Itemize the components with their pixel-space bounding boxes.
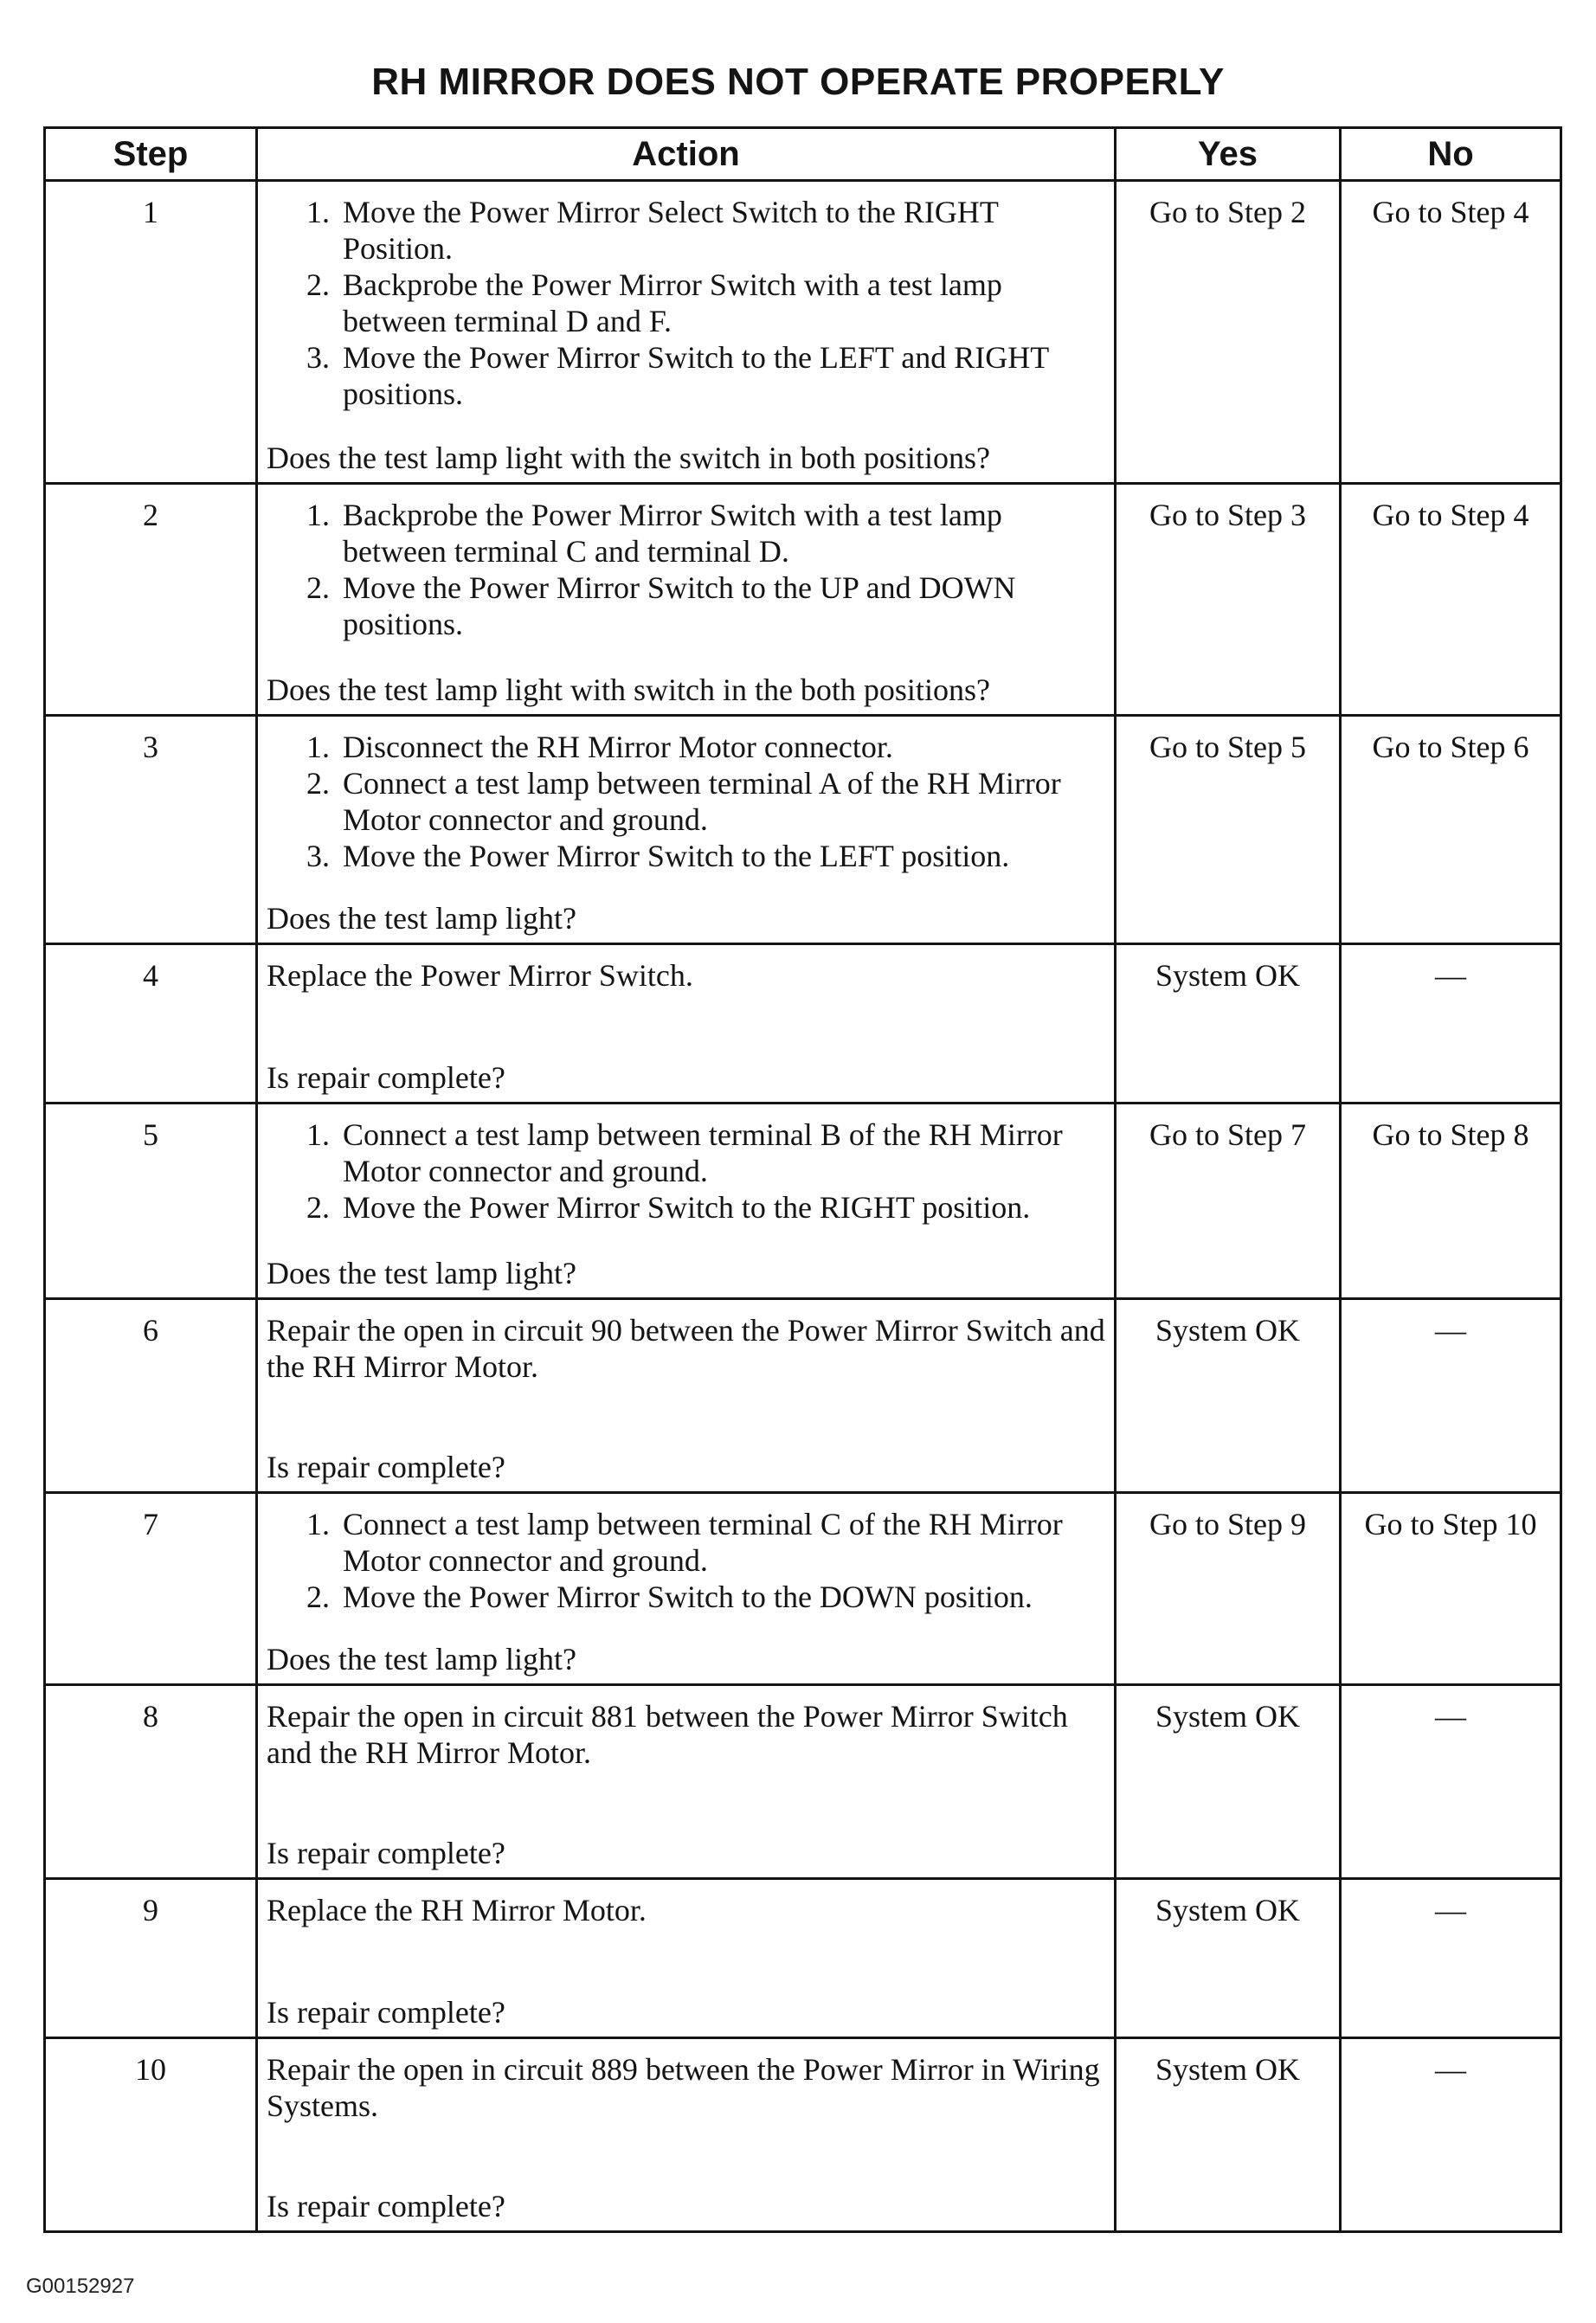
substep-item: 3. Move the Power Mirror Switch to the LEFT and RIGHT positions. — [338, 339, 1107, 412]
substep-item: 1. Connect a test lamp between terminal B of the RH Mirror Motor connector and ground. — [338, 1116, 1107, 1189]
figure-code: G00152927 — [26, 2275, 135, 2298]
table-row — [45, 1104, 1561, 1299]
no-result: Go to Step 4 — [1341, 181, 1561, 484]
action-content — [267, 2051, 1107, 2224]
no-result: Go to Step 4 — [1341, 484, 1561, 716]
action-content — [267, 1312, 1107, 1485]
action-cell — [257, 2038, 1116, 2232]
action-cell — [257, 1879, 1116, 2038]
step-number: 6 — [45, 1299, 257, 1493]
action-question: Does the test lamp light with the switch in both positions? — [267, 441, 990, 475]
yes-result: System OK — [1116, 1685, 1341, 1879]
no-result: — — [1341, 1685, 1561, 1879]
action-question: Does the test lamp light? — [267, 1256, 576, 1290]
table-row — [45, 1299, 1561, 1493]
action-text: Repair the open in circuit 889 between the Power Mirror in Wiring Systems. — [267, 2052, 1100, 2123]
step-number: 9 — [45, 1879, 257, 2038]
yes-result: System OK — [1116, 1299, 1341, 1493]
substep-list — [267, 194, 1107, 412]
yes-result: Go to Step 7 — [1116, 1104, 1341, 1299]
step-number: 2 — [45, 484, 257, 716]
table-row — [45, 1685, 1561, 1879]
action-instructions — [267, 1116, 1107, 1226]
table-header-row — [45, 128, 1561, 181]
step-number: 1 — [45, 181, 257, 484]
action-content — [267, 729, 1107, 936]
action-text: Replace the Power Mirror Switch. — [267, 958, 693, 993]
yes-result: System OK — [1116, 2038, 1341, 2232]
substep-item: 2. Move the Power Mirror Switch to the RIGHT position. — [338, 1189, 1107, 1226]
yes-result: Go to Step 5 — [1116, 716, 1341, 944]
action-instructions — [267, 194, 1107, 412]
action-content — [267, 1698, 1107, 1871]
no-result: — — [1341, 1879, 1561, 2038]
table-row — [45, 716, 1561, 944]
table-row — [45, 1879, 1561, 2038]
action-text: Repair the open in circuit 881 between the Power Mirror Switch and the RH Mirror Motor. — [267, 1699, 1068, 1770]
header-yes: Yes — [1116, 128, 1341, 181]
action-question: Does the test lamp light with switch in the both positions? — [267, 672, 990, 707]
substep-item: 3. Move the Power Mirror Switch to the LEFT position. — [338, 838, 1107, 874]
step-number: 5 — [45, 1104, 257, 1299]
action-instructions — [267, 1312, 1107, 1385]
action-question: Is repair complete? — [267, 1450, 505, 1484]
step-number: 8 — [45, 1685, 257, 1879]
substep-item: 1. Move the Power Mirror Select Switch to the RIGHT Position. — [338, 194, 1107, 267]
action-cell — [257, 1104, 1116, 1299]
table-row — [45, 1493, 1561, 1685]
action-question: Is repair complete? — [267, 2189, 505, 2223]
substep-item: 2. Connect a test lamp between terminal A of the RH Mirror Motor connector and ground. — [338, 765, 1107, 838]
substep-list — [267, 1116, 1107, 1226]
table-row — [45, 484, 1561, 716]
action-cell — [257, 944, 1116, 1104]
action-text: Replace the RH Mirror Motor. — [267, 1893, 647, 1927]
action-instructions — [267, 957, 1107, 994]
action-content — [267, 1116, 1107, 1291]
no-result: — — [1341, 2038, 1561, 2232]
action-content — [267, 1892, 1107, 2030]
action-cell — [257, 484, 1116, 716]
table-row — [45, 944, 1561, 1104]
action-cell — [257, 1493, 1116, 1685]
header-step: Step — [45, 128, 257, 181]
action-content — [267, 497, 1107, 708]
yes-result: System OK — [1116, 944, 1341, 1104]
no-result: — — [1341, 1299, 1561, 1493]
action-text: Repair the open in circuit 90 between the Power Mirror Switch and the RH Mirror Motor. — [267, 1313, 1105, 1384]
substep-list — [267, 497, 1107, 642]
no-result: Go to Step 6 — [1341, 716, 1561, 944]
yes-result: Go to Step 9 — [1116, 1493, 1341, 1685]
action-question: Is repair complete? — [267, 1995, 505, 2030]
step-number: 3 — [45, 716, 257, 944]
action-instructions — [267, 2051, 1107, 2124]
action-instructions — [267, 1892, 1107, 1928]
action-instructions — [267, 1698, 1107, 1771]
yes-result: Go to Step 2 — [1116, 181, 1341, 484]
action-instructions — [267, 1506, 1107, 1615]
action-cell — [257, 716, 1116, 944]
no-result: — — [1341, 944, 1561, 1104]
action-content — [267, 194, 1107, 476]
header-action: Action — [257, 128, 1116, 181]
table-body — [45, 181, 1561, 2232]
action-content — [267, 1506, 1107, 1677]
substep-item: 2. Move the Power Mirror Switch to the UP and DOWN positions. — [338, 569, 1107, 642]
action-cell — [257, 181, 1116, 484]
substep-item: 1. Backprobe the Power Mirror Switch with a test lamp between terminal C and terminal D. — [338, 497, 1107, 569]
table-row — [45, 181, 1561, 484]
step-number: 4 — [45, 944, 257, 1104]
substep-item: 1. Disconnect the RH Mirror Motor connector. — [338, 729, 1107, 765]
action-cell — [257, 1299, 1116, 1493]
page-title: RH MIRROR DOES NOT OPERATE PROPERLY — [371, 61, 1225, 103]
substep-item: 2. Backprobe the Power Mirror Switch with a test lamp between terminal D and F. — [338, 267, 1107, 339]
substep-list — [267, 1506, 1107, 1615]
action-instructions — [267, 497, 1107, 642]
no-result: Go to Step 8 — [1341, 1104, 1561, 1299]
no-result: Go to Step 10 — [1341, 1493, 1561, 1685]
substep-item: 2. Move the Power Mirror Switch to the DOWN position. — [338, 1579, 1107, 1615]
action-question: Is repair complete? — [267, 1836, 505, 1870]
header-no: No — [1341, 128, 1561, 181]
diagnostic-table — [43, 126, 1562, 2233]
action-cell — [257, 1685, 1116, 1879]
action-question: Does the test lamp light? — [267, 901, 576, 936]
step-number: 10 — [45, 2038, 257, 2232]
yes-result: System OK — [1116, 1879, 1341, 2038]
action-instructions — [267, 729, 1107, 874]
action-question: Does the test lamp light? — [267, 1642, 576, 1676]
yes-result: Go to Step 3 — [1116, 484, 1341, 716]
table-row — [45, 2038, 1561, 2232]
action-question: Is repair complete? — [267, 1060, 505, 1095]
action-content — [267, 957, 1107, 1096]
step-number: 7 — [45, 1493, 257, 1685]
substep-item: 1. Connect a test lamp between terminal C of the RH Mirror Motor connector and ground. — [338, 1506, 1107, 1579]
substep-list — [267, 729, 1107, 874]
